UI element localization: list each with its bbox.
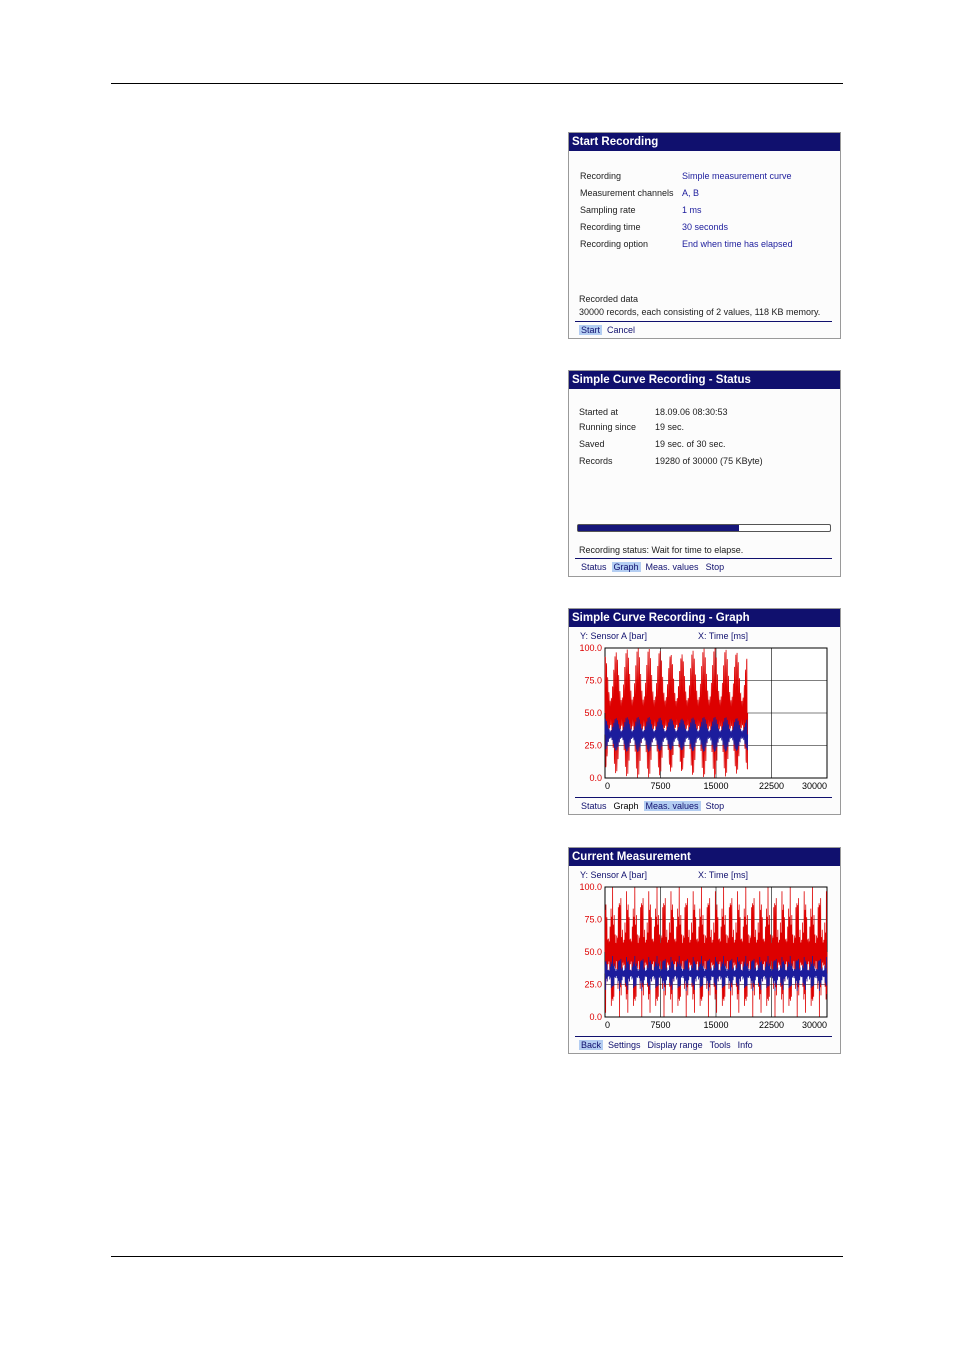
y-tick-label: 100.0	[579, 882, 602, 892]
x-axis-title: X: Time [ms]	[698, 631, 749, 641]
x-tick-label: 0	[605, 1020, 611, 1030]
x-tick-label: 30000	[801, 781, 827, 791]
graph-tab[interactable]: Graph	[613, 562, 639, 572]
row-value: End when time has elapsed	[682, 239, 793, 249]
row-value: 1 ms	[682, 205, 702, 215]
menu-bar	[579, 1040, 758, 1050]
y-tick-label: 0.0	[589, 1012, 602, 1022]
y-tick-label: 75.0	[584, 675, 602, 686]
start-recording-panel	[568, 132, 841, 339]
menu-separator	[575, 1036, 832, 1037]
recorded-data-label: Recorded data	[579, 294, 639, 304]
recording-graph-chart	[569, 643, 840, 803]
panel-title: Simple Curve Recording - Graph	[569, 609, 840, 627]
start-button[interactable]: Start	[581, 325, 601, 335]
x-tick-label: 15000	[703, 781, 729, 791]
menu-bar	[579, 562, 729, 572]
y-tick-label: 50.0	[584, 947, 602, 957]
row-label: Recording	[580, 171, 622, 181]
recording-progress-bar	[577, 524, 831, 532]
menu-separator	[575, 321, 832, 322]
stop-button[interactable]: Stop	[705, 562, 725, 572]
x-tick-label: 22500	[758, 781, 785, 791]
y-tick-label: 25.0	[584, 979, 602, 990]
display-range-button[interactable]: Display range	[647, 1040, 703, 1050]
status-tab[interactable]: Status	[581, 801, 607, 811]
panel-title: Current Measurement	[569, 848, 840, 866]
x-tick-label: 15000	[703, 1020, 729, 1030]
row-label: Sampling rate	[580, 205, 636, 215]
menu-bar	[579, 801, 729, 811]
y-tick-label: 0.0	[589, 773, 602, 783]
y-tick-label: 100.0	[579, 643, 602, 653]
row-label: Recording time	[580, 222, 641, 232]
row-label: Measurement channels	[580, 188, 674, 198]
recording-status-panel	[568, 370, 841, 577]
x-tick-label: 7500	[650, 1020, 671, 1030]
row-label: Records	[579, 456, 613, 466]
row-value: 19 sec. of 30 sec.	[655, 439, 726, 449]
stop-button[interactable]: Stop	[705, 801, 725, 811]
menu-separator	[575, 558, 832, 559]
menu-bar	[579, 325, 640, 335]
y-tick-label: 25.0	[584, 740, 602, 751]
meas-values-tab[interactable]: Meas. values	[645, 562, 699, 572]
y-tick-label: 75.0	[584, 914, 602, 925]
x-tick-label: 7500	[650, 781, 671, 791]
row-label: Recording option	[580, 239, 649, 249]
status-tab[interactable]: Status	[581, 562, 607, 572]
y-tick-label: 50.0	[584, 708, 602, 718]
meas-values-tab[interactable]: Meas. values	[645, 801, 699, 811]
x-tick-label: 30000	[801, 1020, 827, 1030]
current-measurement-chart	[569, 882, 840, 1042]
x-tick-label: 22500	[758, 1020, 785, 1030]
y-axis-title: Y: Sensor A [bar]	[580, 870, 648, 880]
panel-title: Start Recording	[569, 133, 840, 151]
info-button[interactable]: Info	[737, 1040, 753, 1050]
top-rule	[111, 83, 843, 84]
row-value: 19 sec.	[655, 422, 685, 432]
settings-button[interactable]: Settings	[608, 1040, 641, 1050]
row-label: Saved	[579, 439, 605, 449]
row-value: 18.09.06 08:30:53	[655, 407, 728, 417]
graph-tab[interactable]: Graph	[613, 801, 639, 811]
bottom-rule	[111, 1256, 843, 1257]
panel-title: Simple Curve Recording - Status	[569, 371, 840, 389]
menu-separator	[575, 797, 832, 798]
row-value: 19280 of 30000 (75 KByte)	[655, 456, 763, 466]
recorded-data-text: 30000 records, each consisting of 2 values, 118 KB memory.	[579, 307, 821, 317]
row-value: 30 seconds	[682, 222, 729, 232]
tools-button[interactable]: Tools	[709, 1040, 731, 1050]
recording-graph-panel	[568, 608, 841, 815]
current-measurement-panel	[568, 847, 841, 1054]
row-label: Running since	[579, 422, 637, 432]
x-tick-label: 0	[605, 781, 611, 791]
recording-status-text: Recording status: Wait for time to elapse.	[579, 545, 744, 555]
row-value: A, B	[682, 188, 700, 198]
back-button[interactable]: Back	[581, 1040, 602, 1050]
progress-fill	[578, 525, 739, 531]
row-label: Started at	[579, 407, 619, 417]
y-axis-title: Y: Sensor A [bar]	[580, 631, 648, 641]
x-axis-title: X: Time [ms]	[698, 870, 749, 880]
row-value: Simple measurement curve	[682, 171, 792, 181]
cancel-button[interactable]: Cancel	[607, 325, 636, 335]
